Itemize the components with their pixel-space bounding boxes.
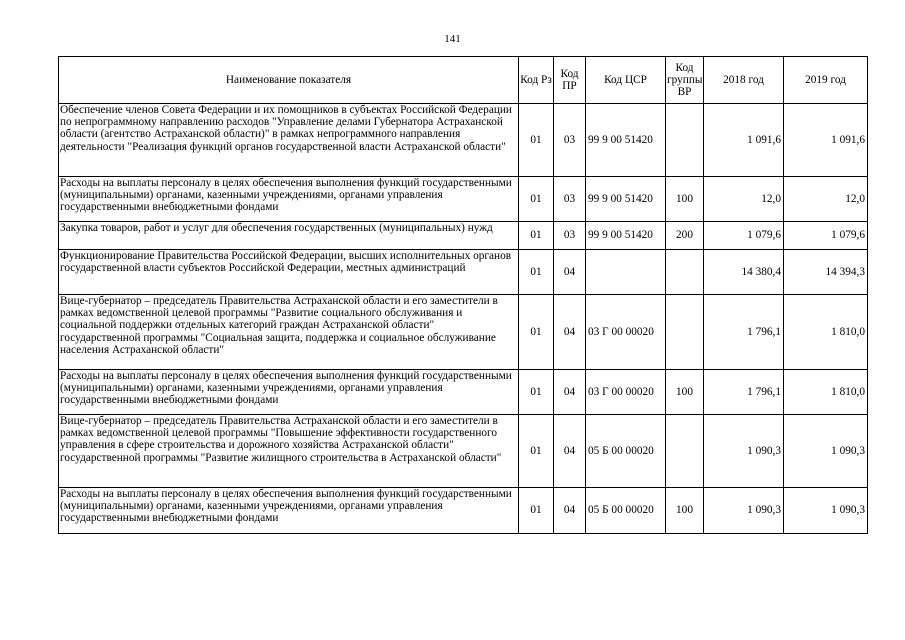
row-2018: 1 090,3 bbox=[704, 488, 784, 534]
row-rz: 01 bbox=[519, 295, 554, 370]
row-vr: 100 bbox=[666, 370, 704, 415]
header-vr: Код группы ВР bbox=[666, 57, 704, 104]
row-csr: 05 Б 00 00020 bbox=[586, 415, 666, 488]
header-pr: Код ПР bbox=[554, 57, 586, 104]
row-2019: 1 079,6 bbox=[784, 222, 868, 250]
row-2019: 14 394,3 bbox=[784, 250, 868, 295]
row-pr: 04 bbox=[554, 415, 586, 488]
row-pr: 03 bbox=[554, 104, 586, 177]
header-rz: Код Рз bbox=[519, 57, 554, 104]
table-row bbox=[59, 415, 868, 488]
row-2018: 1 079,6 bbox=[704, 222, 784, 250]
table-row bbox=[59, 370, 868, 415]
row-2018: 1 796,1 bbox=[704, 370, 784, 415]
table-row bbox=[59, 104, 868, 177]
row-name: Расходы на выплаты персоналу в целях обеспечения выполнения функций государственными (муниципальными) органами, казенными учреждениями, органами управления государственными внебюджетными фондами bbox=[59, 488, 519, 534]
row-name: Вице-губернатор – председатель Правительства Астраханской области и его заместители в рамках ведомственной целевой программы "Повышение эффективности государственного управления в сфере строительства и дорожного хозяйства Астраханской области" государственной программы "Развитие жилищного строительства в Астраханской области" bbox=[59, 415, 519, 488]
row-csr: 99 9 00 51420 bbox=[586, 177, 666, 222]
row-rz: 01 bbox=[519, 104, 554, 177]
row-name: Обеспечение членов Совета Федерации и их помощников в субъектах Российской Федерации по непрограммному направлению расходов "Управление делами Губернатора Астраханской области (агентство Астраханской области)" в рамках непрограммного направления деятельности "Реализация функций органов государственной власти Астраханской области" bbox=[59, 104, 519, 177]
row-2018: 12,0 bbox=[704, 177, 784, 222]
row-rz: 01 bbox=[519, 222, 554, 250]
row-name: Расходы на выплаты персоналу в целях обеспечения выполнения функций государственными (муниципальными) органами, казенными учреждениями, органами управления государственными внебюджетными фондами bbox=[59, 177, 519, 222]
row-pr: 03 bbox=[554, 177, 586, 222]
row-name: Закупка товаров, работ и услуг для обеспечения государственных (муниципальных) нужд bbox=[59, 222, 519, 250]
row-vr bbox=[666, 104, 704, 177]
header-2019: 2019 год bbox=[784, 57, 868, 104]
table-header-row bbox=[59, 57, 868, 104]
row-2018: 1 796,1 bbox=[704, 295, 784, 370]
row-pr: 04 bbox=[554, 370, 586, 415]
row-2019: 1 810,0 bbox=[784, 295, 868, 370]
row-csr: 03 Г 00 00020 bbox=[586, 295, 666, 370]
row-2018: 1 090,3 bbox=[704, 415, 784, 488]
row-vr bbox=[666, 250, 704, 295]
row-vr bbox=[666, 295, 704, 370]
row-rz: 01 bbox=[519, 415, 554, 488]
table-row bbox=[59, 295, 868, 370]
table-row bbox=[59, 250, 868, 295]
header-2018: 2018 год bbox=[704, 57, 784, 104]
row-name: Функционирование Правительства Российской Федерации, высших исполнительных органов государственной власти субъектов Российской Федерации, местных администраций bbox=[59, 250, 519, 295]
header-csr: Код ЦСР bbox=[586, 57, 666, 104]
row-csr: 99 9 00 51420 bbox=[586, 222, 666, 250]
row-csr bbox=[586, 250, 666, 295]
row-2019: 1 091,6 bbox=[784, 104, 868, 177]
row-vr: 100 bbox=[666, 177, 704, 222]
row-pr: 04 bbox=[554, 250, 586, 295]
row-2019: 1 090,3 bbox=[784, 488, 868, 534]
table-row bbox=[59, 488, 868, 534]
table-row bbox=[59, 222, 868, 250]
row-vr bbox=[666, 415, 704, 488]
row-2018: 1 091,6 bbox=[704, 104, 784, 177]
row-pr: 04 bbox=[554, 488, 586, 534]
row-pr: 03 bbox=[554, 222, 586, 250]
row-2019: 1 090,3 bbox=[784, 415, 868, 488]
row-vr: 200 bbox=[666, 222, 704, 250]
row-2019: 1 810,0 bbox=[784, 370, 868, 415]
row-rz: 01 bbox=[519, 488, 554, 534]
page-number: 141 bbox=[444, 33, 461, 45]
header-name: Наименование показателя bbox=[59, 57, 519, 104]
row-rz: 01 bbox=[519, 177, 554, 222]
row-pr: 04 bbox=[554, 295, 586, 370]
row-2019: 12,0 bbox=[784, 177, 868, 222]
row-vr: 100 bbox=[666, 488, 704, 534]
row-name: Расходы на выплаты персоналу в целях обеспечения выполнения функций государственными (муниципальными) органами, казенными учреждениями, органами управления государственными внебюджетными фондами bbox=[59, 370, 519, 415]
row-rz: 01 bbox=[519, 370, 554, 415]
row-2018: 14 380,4 bbox=[704, 250, 784, 295]
row-csr: 99 9 00 51420 bbox=[586, 104, 666, 177]
table-row bbox=[59, 177, 868, 222]
row-csr: 03 Г 00 00020 bbox=[586, 370, 666, 415]
row-name: Вице-губернатор – председатель Правительства Астраханской области и его заместители в рамках ведомственной целевой программы "Развитие социального обслуживания и социальной поддержки отдельных категорий граждан Астраханской области" государственной программы "Социальная защита, поддержка и социальное обслуживание населения Астраханской области" bbox=[59, 295, 519, 370]
budget-table bbox=[58, 56, 868, 534]
row-rz: 01 bbox=[519, 250, 554, 295]
row-csr: 05 Б 00 00020 bbox=[586, 488, 666, 534]
